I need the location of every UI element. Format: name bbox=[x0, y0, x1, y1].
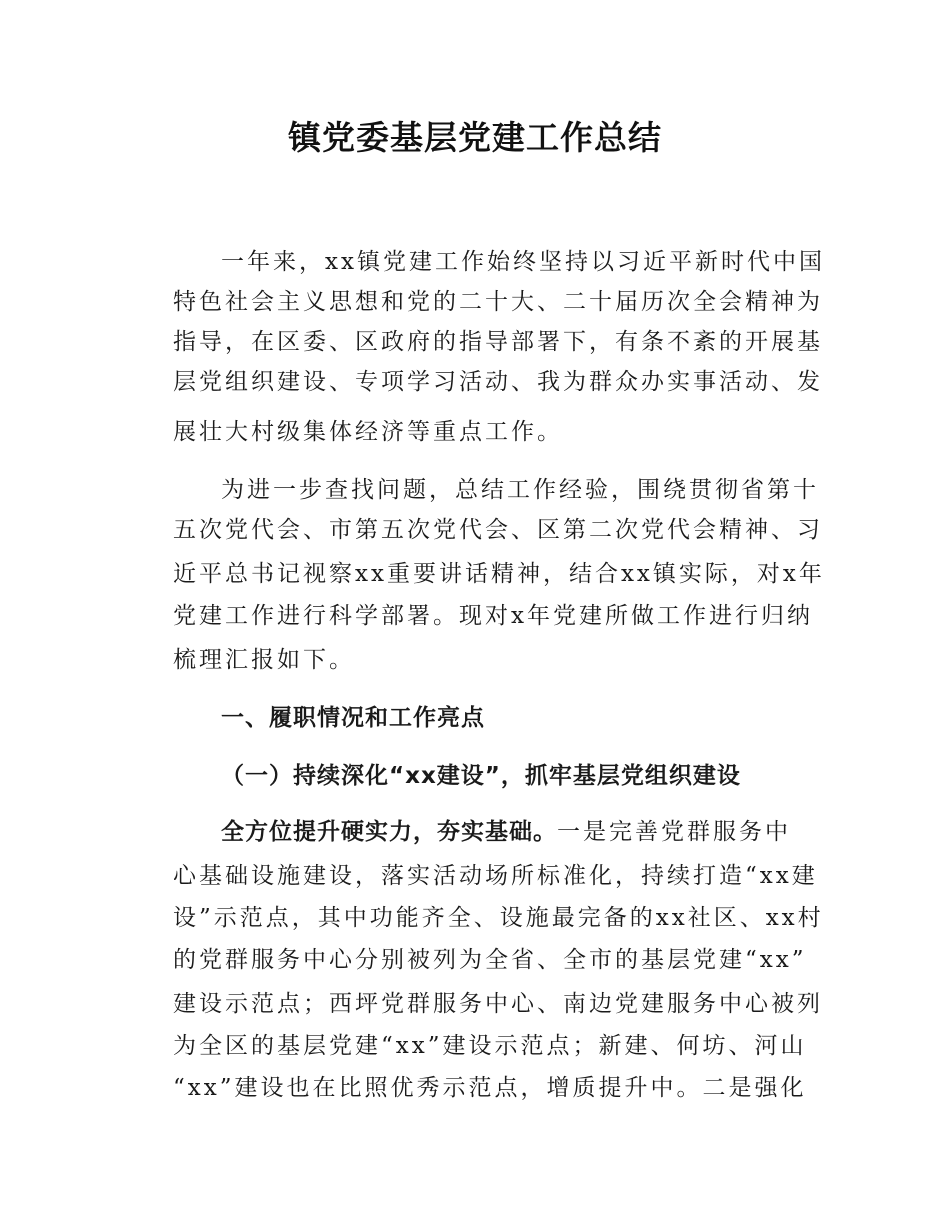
paragraph-3-line-1 bbox=[221, 812, 813, 852]
paragraph-1-line-2: 特色社会主义思想和党的二十大、二十届历次全会精神为 bbox=[173, 289, 823, 315]
paragraph-3-line-4: 的党群服务中心分别被列为全省、全市的基层党建“xx” bbox=[173, 947, 807, 973]
paragraph-1-line-4: 层党组织建设、专项学习活动、我为群众办实事活动、发 bbox=[173, 369, 823, 395]
paragraph-2-line-2: 五次党代会、市第五次党代会、区第二次党代会精神、习 bbox=[173, 517, 823, 543]
paragraph-3-line-7: “xx”建设也在比照优秀示范点，增质提升中。二是强化 bbox=[173, 1075, 807, 1101]
paragraph-2-line-5: 梳理汇报如下。 bbox=[173, 647, 355, 673]
paragraph-3-line-6: 为全区的基层党建“xx”建设示范点；新建、何坊、河山 bbox=[173, 1033, 807, 1059]
section-heading: 一、履职情况和工作亮点 bbox=[221, 705, 485, 731]
paragraph-1-line-3: 指导，在区委、区政府的指导部署下，有条不紊的开展基 bbox=[173, 329, 823, 355]
paragraph-2-line-4: 党建工作进行科学部署。现对x年党建所做工作进行归纳 bbox=[173, 603, 813, 629]
paragraph-3-line-2: 心基础设施建设，落实活动场所标准化，持续打造“xx建 bbox=[173, 863, 818, 889]
paragraph-3-line-3: 设”示范点，其中功能齐全、设施最完备的xx社区、xx村 bbox=[173, 905, 824, 931]
paragraph-2-line-1: 为进一步查找问题，总结工作经验，围绕贯彻省第十 bbox=[221, 477, 819, 503]
paragraph-1-line-1: 一年来，xx镇党建工作始终坚持以习近平新时代中国 bbox=[221, 249, 825, 275]
paragraph-3-lead: 全方位提升硬实力，夯实基础。 bbox=[221, 819, 557, 845]
paragraph-3-first-line-rest: 一是完善党群服务中 bbox=[557, 819, 791, 845]
subsection-heading: （一）持续深化“xx建设”，抓牢基层党组织建设 bbox=[221, 763, 741, 789]
paragraph-2-line-3: 近平总书记视察xx重要讲话精神，结合xx镇实际，对x年 bbox=[173, 561, 825, 587]
document-title: 镇党委基层党建工作总结 bbox=[288, 118, 662, 157]
paragraph-1-line-5: 展壮大村级集体经济等重点工作。 bbox=[173, 419, 563, 445]
paragraph-3-line-5: 建设示范点；西坪党群服务中心、南边党建服务中心被列 bbox=[173, 991, 823, 1017]
